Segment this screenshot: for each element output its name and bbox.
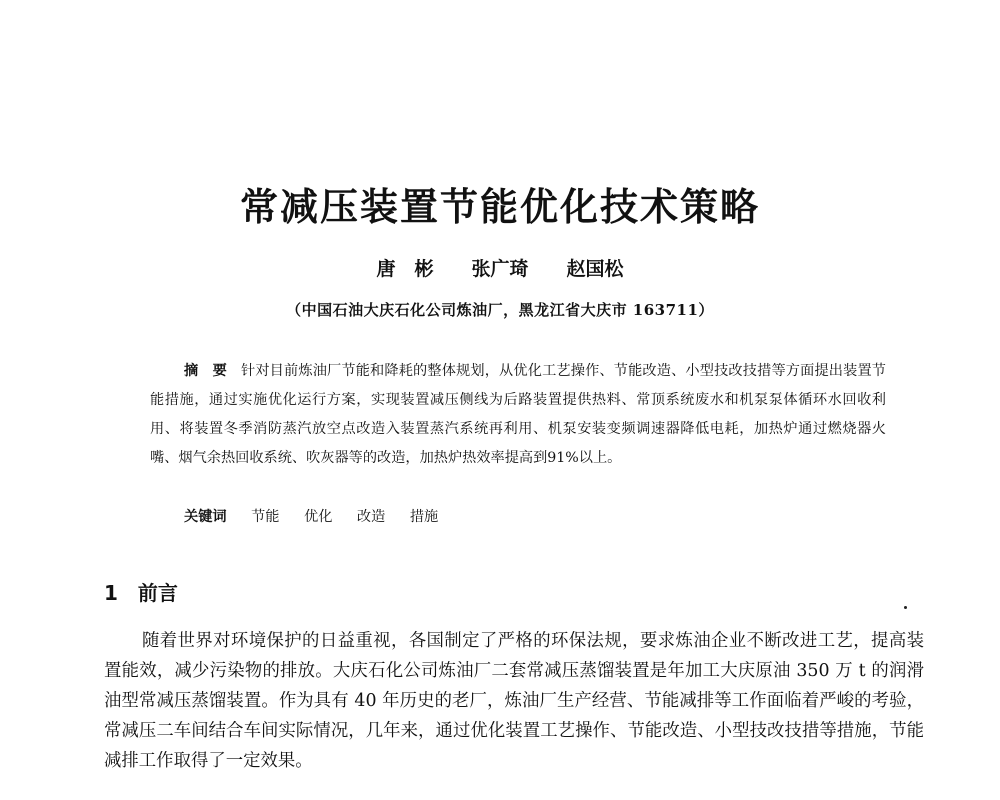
keywords [184,503,458,531]
author-affiliation: （中国石油大庆石化公司炼油厂，黑龙江省大庆市 163711） [286,301,714,319]
paper-title: 常减压装置节能优化技术策略 [239,185,760,229]
author-name: 赵国松 [566,258,624,280]
body-paragraph: 随着世界对环境保护的日益重视，各国制定了严格的环保法规，要求炼油企业不断改进工艺，提高装置能效，减少污染物的排放。大庆石化公司炼油厂二套常减压蒸馏装置是年加工大庆原油 350 万 t 的润滑油型常减压蒸馏装置。作为具有 40 年历史的老厂，炼油厂生产经营、节能减排等工作面临着严峻的考验，常减压二车间结合车间实际情况，几年来，通过优化装置工艺操作、节能改造、小型技改技措等措施，节能减排工作取得了一定效果。 [104,631,924,771]
author-list [0,254,1000,281]
scan-speck [904,606,907,609]
keyword-item: 节能 [251,509,280,525]
abstract-text: 针对目前炼油厂节能和降耗的整体规划，从优化工艺操作、节能改造、小型技改技措等方面提出装置节能措施，通过实施优化运行方案，实现装置减压侧线为后路装置提供热料、常顶系统废水和机泵泵体循环水回收利用、将装置冬季消防蒸汽放空点改造入装置蒸汽系统再利用、机泵安装变频调速器降低电耗，加热炉通过燃烧器火嘴、烟气余热回收系统、吹灰器等的改造，加热炉热效率提高到91%以上。 [150,363,886,466]
section-number: 1 [104,581,118,605]
keyword-item: 改造 [356,509,386,525]
author-name: 张广琦 [471,258,529,280]
keywords-label: 关键词 [184,509,227,525]
keyword-item: 措施 [409,509,439,525]
abstract [150,357,886,473]
abstract-label: 摘 要 [184,363,228,379]
keyword-item: 优化 [304,509,333,525]
section-heading [104,577,178,606]
section-title: 前言 [137,581,178,605]
author-name: 唐 彬 [376,258,434,280]
